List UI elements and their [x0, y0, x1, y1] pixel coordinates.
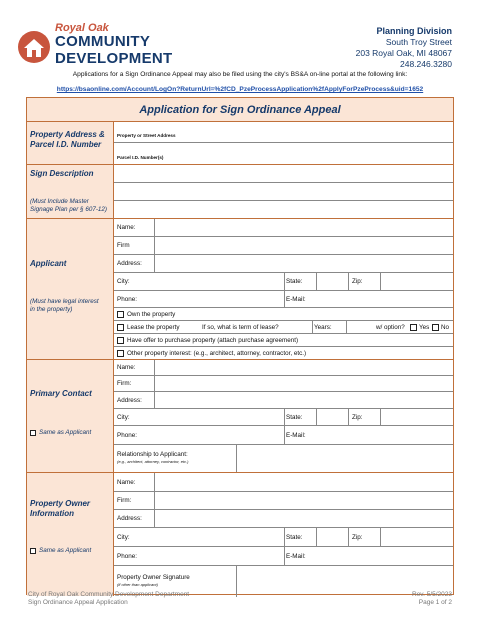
footer-department: City of Royal Oak Community Development Department: [28, 591, 190, 598]
owner-state-label: State:: [286, 534, 303, 541]
primary-firm-field[interactable]: [114, 376, 453, 392]
option-yes-label: Yes: [419, 324, 430, 331]
primary-phone-label: Phone:: [117, 432, 137, 439]
logo-line1: COMMUNITY: [55, 33, 151, 50]
primary-same-option[interactable]: [30, 429, 91, 436]
owner-phone-label: Phone:: [117, 553, 137, 560]
other-interest-label: Other property interest: (e.g., architect, attorney, contractor, etc.): [127, 350, 307, 357]
footer-right: [412, 591, 452, 607]
option-no-label: No: [441, 324, 450, 331]
owner-signature-label: Property Owner Signature: [117, 574, 190, 581]
contact-block: [356, 26, 452, 70]
applicant-sub-1: (Must have legal interest: [30, 298, 99, 305]
parcel-id-field[interactable]: [114, 143, 453, 164]
option-label: w/ option?: [376, 324, 405, 331]
property-section: [27, 122, 453, 164]
own-property-label: Own the property: [127, 311, 176, 318]
division-name: Planning Division: [376, 26, 452, 36]
years-label: Years:: [314, 324, 332, 331]
owner-same-option[interactable]: [30, 547, 91, 554]
primary-address-field[interactable]: [114, 392, 453, 409]
primary-contact-label: Primary Contact: [30, 389, 92, 398]
application-form: [26, 97, 454, 595]
footer-left: [28, 591, 189, 607]
primary-city-row[interactable]: [114, 409, 453, 426]
offer-checkbox[interactable]: [117, 337, 124, 344]
applicant-sub-2: in the property): [30, 306, 73, 313]
portal-link[interactable]: https://bsaonline.com/Account/LogOn?ReturnUrl=%2fCD_PzeProcessApplication%2fApplyForPzeProcess&uid=1652: [56, 86, 424, 93]
applicant-phone-row[interactable]: [114, 291, 453, 308]
sign-line-2[interactable]: [114, 183, 453, 201]
primary-name-label: Name:: [117, 364, 136, 371]
other-interest-checkbox[interactable]: [117, 350, 124, 357]
primary-state-label: State:: [286, 414, 303, 421]
applicant-zip-label: Zip:: [352, 278, 363, 285]
lease-property-label: Lease the property: [127, 324, 180, 331]
offer-label: Have offer to purchase property (attach purchase agreement): [127, 337, 299, 344]
primary-email-label: E-Mail:: [286, 432, 306, 439]
applicant-firm-field[interactable]: [114, 237, 453, 255]
sign-sub-1: (Must Include Master: [30, 198, 89, 205]
property-label-2: Parcel I.D. Number: [30, 140, 102, 149]
own-property-checkbox[interactable]: [117, 311, 124, 318]
owner-firm-label: Firm:: [117, 497, 132, 504]
applicant-firm-label: Firm: [117, 242, 130, 249]
applicant-city-row[interactable]: [114, 273, 453, 291]
owner-name-field[interactable]: [114, 473, 453, 492]
offer-row[interactable]: [114, 334, 453, 347]
owner-firm-field[interactable]: [114, 492, 453, 510]
owner-address-field[interactable]: [114, 510, 453, 528]
primary-city-label: City:: [117, 414, 130, 421]
primary-firm-label: Firm:: [117, 380, 132, 387]
logo-small-text: Royal Oak: [55, 22, 109, 34]
owner-city-row[interactable]: [114, 528, 453, 547]
applicant-name-label: Name:: [117, 224, 136, 231]
relationship-row[interactable]: [114, 445, 453, 473]
primary-zip-label: Zip:: [352, 414, 363, 421]
primary-same-label: Same as Applicant: [39, 429, 92, 436]
applicant-city-label: City:: [117, 278, 130, 285]
owner-section: [27, 472, 453, 596]
sign-line-3[interactable]: [114, 201, 453, 219]
applicant-address-label: Address:: [117, 260, 142, 267]
owner-label-2: Information: [30, 509, 74, 518]
contact-city: 203 Royal Oak, MI 48067: [355, 48, 452, 58]
owner-signature-sub: (if other than applicant): [117, 582, 158, 587]
street-address-field[interactable]: [114, 122, 453, 143]
street-address-label: Property or Street Address: [117, 133, 176, 138]
footer-revision: Rev. 5/5/2023: [412, 591, 452, 598]
property-label-1: Property Address &: [30, 130, 105, 139]
primary-name-field[interactable]: [114, 360, 453, 376]
parcel-id-label: Parcel I.D. Number(s): [117, 155, 164, 160]
applicant-email-label: E-Mail:: [286, 296, 306, 303]
applicant-name-field[interactable]: [114, 219, 453, 237]
sign-line-1[interactable]: [114, 165, 453, 183]
lease-property-checkbox[interactable]: [117, 324, 124, 331]
relationship-sub: (e.g., architect, attorney, contractor, etc.): [117, 459, 189, 464]
sign-label: Sign Description: [30, 169, 94, 178]
owner-name-label: Name:: [117, 479, 136, 486]
own-property-row[interactable]: [114, 308, 453, 321]
owner-same-label: Same as Applicant: [39, 547, 92, 554]
logo: [17, 22, 177, 68]
owner-city-label: City:: [117, 534, 130, 541]
footer-form-name: Sign Ordinance Appeal Application: [28, 599, 128, 606]
option-no-checkbox[interactable]: [432, 324, 439, 331]
sign-sub-2: Signage Plan per § 607-12): [30, 206, 108, 213]
relationship-label: Relationship to Applicant:: [117, 451, 188, 458]
owner-same-checkbox[interactable]: [30, 548, 36, 554]
owner-email-label: E-Mail:: [286, 553, 306, 560]
primary-same-checkbox[interactable]: [30, 430, 36, 436]
primary-phone-row[interactable]: [114, 426, 453, 445]
option-yes-checkbox[interactable]: [410, 324, 417, 331]
applicant-section: [27, 218, 453, 359]
logo-line2: DEVELOPMENT: [55, 50, 173, 67]
applicant-phone-label: Phone:: [117, 296, 137, 303]
applicant-address-field[interactable]: [114, 255, 453, 273]
house-logo-icon: [17, 30, 51, 64]
owner-label-1: Property Owner: [30, 499, 91, 508]
owner-phone-row[interactable]: [114, 547, 453, 566]
intro-text: Applications for a Sign Ordinance Appeal may also be filed using the city's BS&A on-line portal at the following link:: [72, 71, 408, 78]
primary-address-label: Address:: [117, 397, 142, 404]
footer-page: Page 1 of 2: [418, 599, 452, 606]
owner-zip-label: Zip:: [352, 534, 363, 541]
contact-street: South Troy Street: [385, 37, 452, 47]
sign-section: [27, 164, 453, 218]
form-title: Application for Sign Ordinance Appeal: [27, 98, 453, 122]
applicant-label: Applicant: [30, 259, 67, 268]
contact-phone: 248.246.3280: [400, 59, 452, 69]
lease-term-label: If so, what is term of lease?: [202, 324, 279, 331]
primary-contact-section: [27, 359, 453, 472]
applicant-state-label: State:: [286, 278, 303, 285]
owner-address-label: Address:: [117, 515, 142, 522]
lease-property-row[interactable]: [114, 321, 453, 334]
